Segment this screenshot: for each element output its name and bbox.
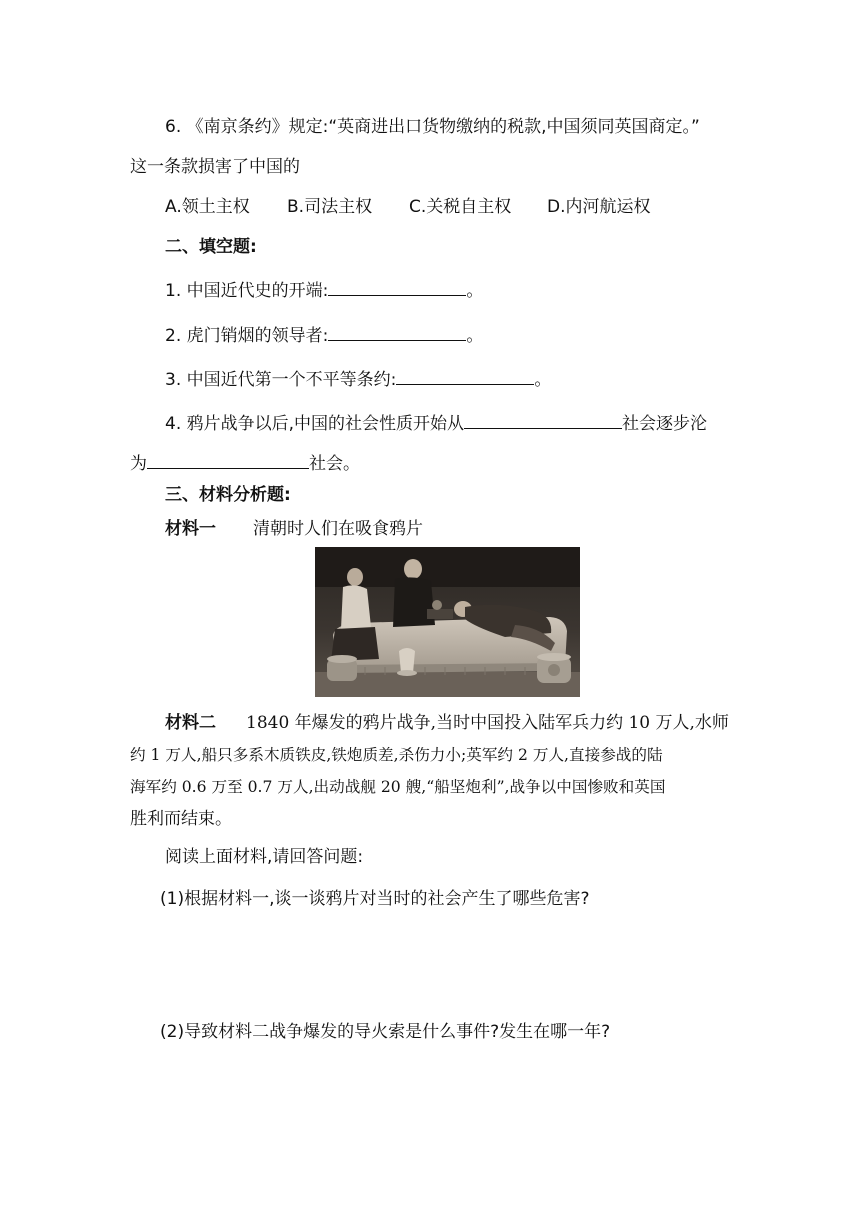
sub-question-2: (2)导致材料二战争爆发的导火索是什么事件?发生在哪一年? [160, 1022, 611, 1042]
material-two-line1 [165, 712, 729, 734]
fill-question-1 [165, 277, 483, 302]
fill-q2-text: 2. 虎门销烟的领导者: [165, 326, 329, 346]
q6-line1: 6. 《南京条约》规定:“英商进出口货物缴纳的税款,中国须同英国商定。” [165, 117, 700, 137]
fill-question-2 [165, 322, 483, 347]
fill-q2-blank[interactable] [328, 322, 466, 341]
material-one-row [165, 518, 216, 540]
option-c: C.关税自主权 [409, 197, 512, 217]
option-b: B.司法主权 [287, 197, 373, 217]
fill-q4-mid: 社会逐步沦 [622, 414, 708, 434]
fill-q3-end: 。 [534, 370, 552, 390]
fill-q4-end: 社会。 [309, 454, 360, 474]
fill-q4-blank-2[interactable] [147, 450, 309, 469]
section2-heading: 二、填空题: [165, 237, 257, 257]
material-one-label: 材料一 [165, 519, 216, 539]
fill-q1-end: 。 [466, 281, 484, 301]
q6-line2: 这一条款损害了中国的 [130, 157, 300, 177]
fill-question-3 [165, 366, 551, 391]
option-a: A.领土主权 [165, 197, 250, 217]
fill-question-4-line1 [165, 410, 707, 435]
material-two-label: 材料二 [165, 713, 216, 733]
material-two-line4: 胜利而结束。 [130, 809, 232, 829]
material-two-text1: 1840 年爆发的鸦片战争,当时中国投入陆军兵力约 10 万人,水师 [246, 713, 729, 733]
fill-q3-blank[interactable] [396, 366, 534, 385]
fill-q4-blank-1[interactable] [464, 410, 622, 429]
material-two-line2: 约 1 万人,船只多系木质铁皮,铁炮质差,杀伤力小;英军约 2 万人,直接参战的陆 [130, 746, 663, 764]
fill-q3-text: 3. 中国近代第一个不平等条约: [165, 370, 397, 390]
fill-q1-text: 1. 中国近代史的开端: [165, 281, 329, 301]
material-two-line3: 海军约 0.6 万至 0.7 万人,出动战舰 20 艘,“船坚炮利”,战争以中国惨败和英国 [130, 778, 666, 796]
reading-instruction: 阅读上面材料,请回答问题: [165, 847, 364, 867]
section3-heading: 三、材料分析题: [165, 485, 291, 505]
opium-smoking-photo [315, 547, 580, 697]
sub-question-1: (1)根据材料一,谈一谈鸦片对当时的社会产生了哪些危害? [160, 889, 590, 909]
option-d: D.内河航运权 [547, 197, 651, 217]
fill-q4-line2-start: 为 [130, 454, 147, 474]
fill-q2-end: 。 [466, 326, 484, 346]
fill-q1-blank[interactable] [328, 277, 466, 296]
material-one-caption: 清朝时人们在吸食鸦片 [253, 519, 423, 539]
fill-q4-start: 4. 鸦片战争以后,中国的社会性质开始从 [165, 414, 465, 434]
fill-question-4-line2 [130, 450, 360, 475]
